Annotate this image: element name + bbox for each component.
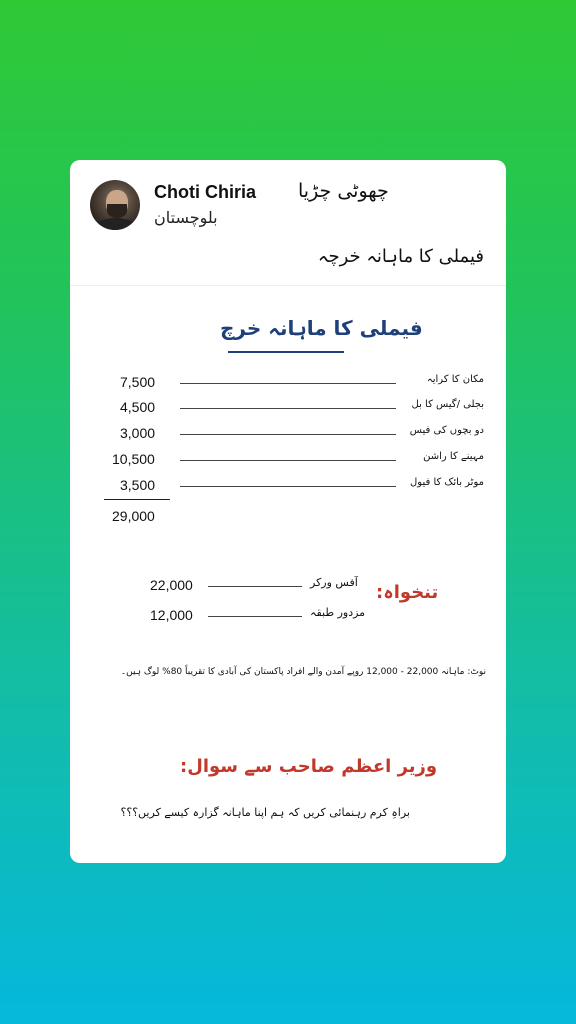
post-image-document bbox=[70, 286, 506, 863]
avatar[interactable] bbox=[90, 180, 140, 230]
salary-line bbox=[208, 616, 302, 617]
salary-amount: 22,000 bbox=[150, 577, 193, 593]
document-title: فیملی کا ماہانہ خرچ bbox=[220, 316, 423, 340]
expense-label: مکان کا کرایہ bbox=[426, 374, 484, 385]
post-card bbox=[70, 160, 506, 863]
expense-amount: 4,500 bbox=[120, 399, 156, 415]
salary-line bbox=[208, 586, 302, 587]
expense-amount: 3,500 bbox=[120, 477, 156, 493]
expense-line bbox=[180, 460, 396, 461]
post-caption: فیملی کا ماہانہ خرچہ bbox=[317, 246, 484, 267]
salary-heading: تنخواہ: bbox=[376, 582, 439, 603]
title-underline bbox=[228, 351, 344, 353]
note-text: نوٹ: ماہانہ 22,000 - 12,000 روپے آمدن والے افراد پاکستان کی آبادی کا تقریباً 80% لوگ ہیں۔ bbox=[120, 667, 486, 677]
expense-line bbox=[180, 408, 396, 409]
expense-amount: 7,500 bbox=[120, 374, 156, 390]
expense-amount: 10,500 bbox=[112, 451, 155, 467]
avatar-beard bbox=[107, 204, 127, 218]
avatar-shirt bbox=[96, 218, 136, 230]
expense-line bbox=[180, 434, 396, 435]
location-text: بلوچستان bbox=[154, 208, 218, 227]
expense-line bbox=[180, 383, 396, 384]
expense-label: موٹر بائک کا فیول bbox=[410, 477, 484, 488]
salary-label: آفس ورکر bbox=[310, 576, 358, 589]
expense-label: بجلی /گیس کا بل bbox=[411, 399, 484, 410]
author-name[interactable]: Choti Chiria bbox=[154, 182, 256, 202]
expense-label: دو بچوں کی فیس bbox=[409, 425, 484, 436]
total-amount: 29,000 bbox=[112, 508, 155, 524]
expense-amount: 3,000 bbox=[120, 425, 156, 441]
question-heading: وزیر اعظم صاحب سے سوال: bbox=[180, 756, 438, 777]
salary-amount: 12,000 bbox=[150, 607, 193, 623]
expense-label: مہینے کا راشن bbox=[423, 451, 484, 462]
author-name-urdu: چھوٹی چڑیا bbox=[298, 180, 389, 202]
question-text: براہِ کرم رہنمائی کریں کہ ہم اپنا ماہانہ گزارہ کیسے کریں؟؟؟ bbox=[120, 806, 410, 819]
sum-rule bbox=[104, 499, 170, 500]
salary-label: مزدور طبقہ bbox=[310, 606, 366, 619]
expense-line bbox=[180, 486, 396, 487]
post-header bbox=[70, 160, 506, 285]
